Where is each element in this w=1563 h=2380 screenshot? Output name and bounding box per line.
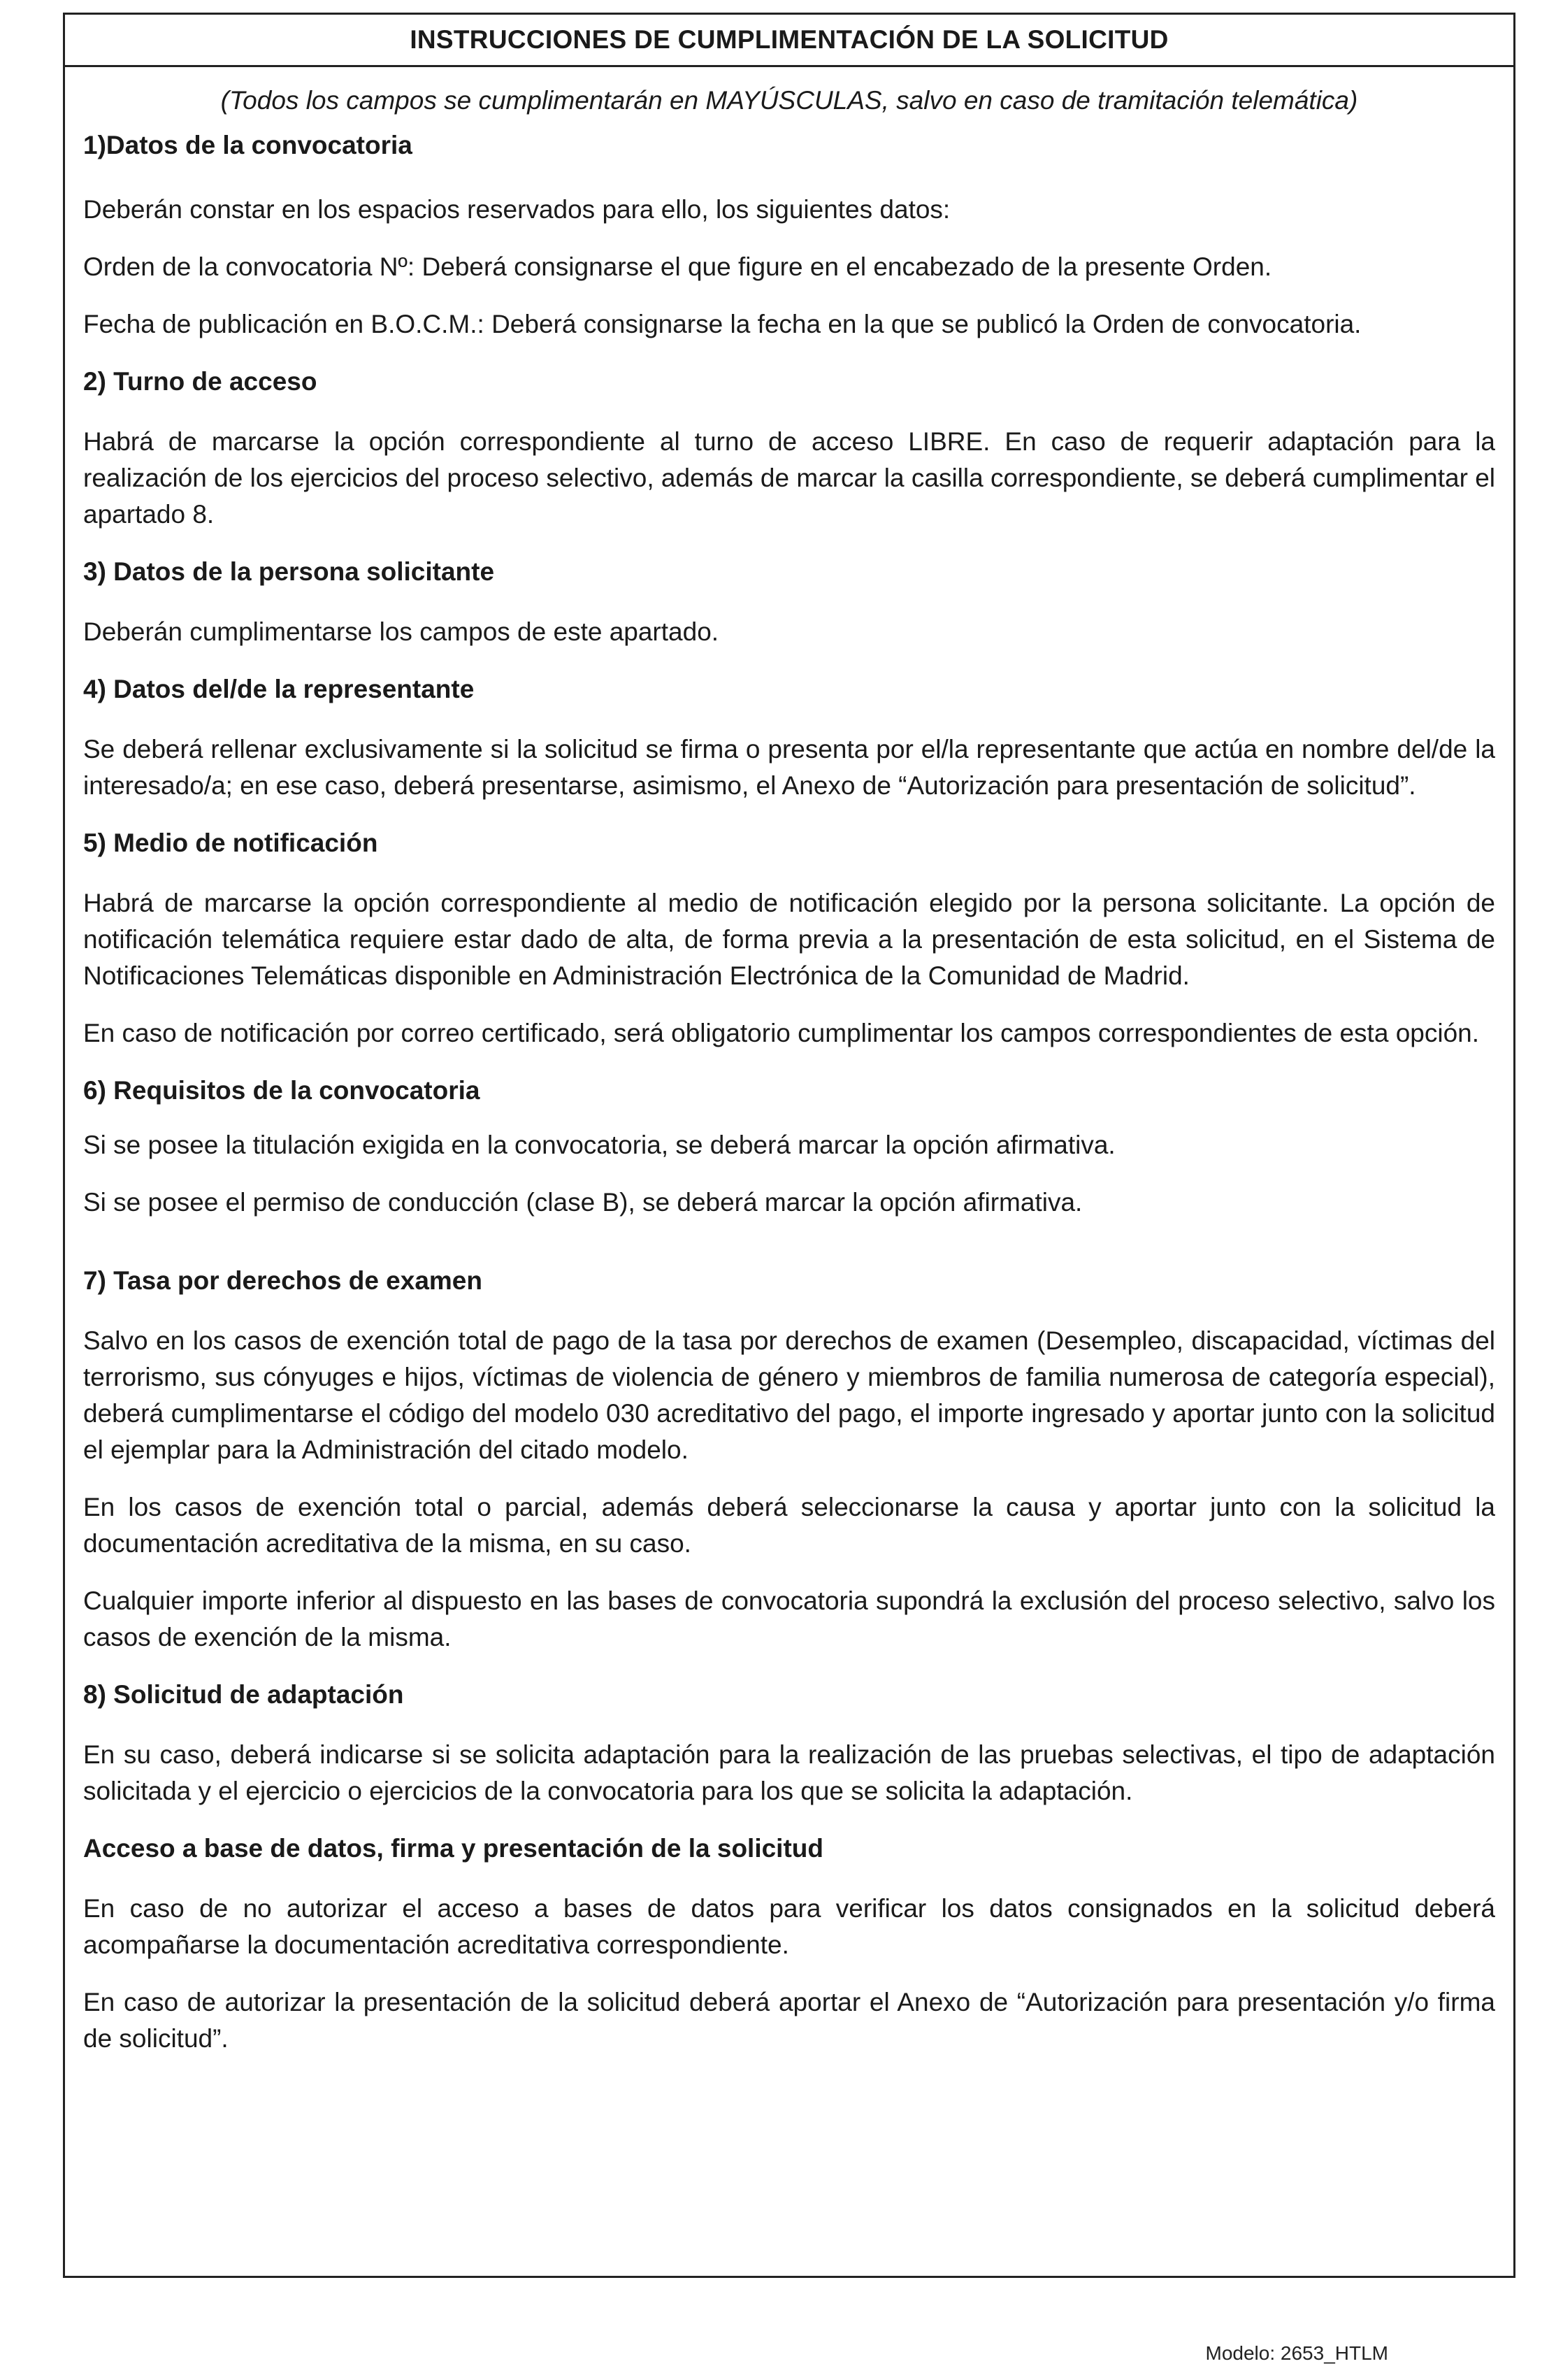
section-3-heading: 3) Datos de la persona solicitante xyxy=(83,557,495,586)
section-7-paragraph-3: Cualquier importe inferior al dispuesto en las bases de convocatoria supondrá la exclusión del proceso selectivo, salvo los casos de exención de la misma. xyxy=(83,1586,1495,1651)
section-9-heading: Acceso a base de datos, firma y presentación de la solicitud xyxy=(83,1834,823,1863)
instructions-box xyxy=(63,13,1515,2278)
section-4-heading: 4) Datos del/de la representante xyxy=(83,675,475,703)
section-5-paragraph-2: En caso de notificación por correo certificado, será obligatorio cumplimentar los campos correspondientes de esta opción. xyxy=(83,1019,1480,1047)
section-1-paragraph-1: Deberán constar en los espacios reservados para ello, los siguientes datos: xyxy=(83,195,951,224)
section-5-paragraph-1: Habrá de marcarse la opción correspondiente al medio de notificación elegido por la persona solicitante. La opción de notificación telemática requiere estar dado de alta, de forma previa a la presentación de esta solicitud, en el Sistema de Notificaciones Telemáticas disponible en Administración Electrónica de la Comunidad de Madrid. xyxy=(83,889,1495,990)
model-code: Modelo: 2653_HTLM xyxy=(1205,2342,1388,2364)
section-9-paragraph-1: En caso de no autorizar el acceso a bases de datos para verificar los datos consignados en la solicitud deberá acompañarse la documentación acreditativa correspondiente. xyxy=(83,1894,1495,1959)
section-3-paragraph-1: Deberán cumplimentarse los campos de este apartado. xyxy=(83,617,719,646)
section-7-paragraph-1: Salvo en los casos de exención total de pago de la tasa por derechos de examen (Desempleo, discapacidad, víctimas del terrorismo, sus cónyuges e hijos, víctimas de violencia de género y miembros de familia numerosa de categoría especial), deberá cumplimentarse el código del modelo 030 acreditativo del pago, el importe ingresado y aportar junto con la solicitud el ejemplar para la Administración del citado modelo. xyxy=(83,1326,1495,1464)
section-1-paragraph-2: Orden de la convocatoria Nº: Deberá consignarse el que figure en el encabezado de la presente Orden. xyxy=(83,252,1272,281)
section-6-heading: 6) Requisitos de la convocatoria xyxy=(83,1076,480,1105)
section-1-paragraph-3: Fecha de publicación en B.O.C.M.: Deberá consignarse la fecha en la que se publicó la Orden de convocatoria. xyxy=(83,310,1362,338)
section-8-paragraph-1: En su caso, deberá indicarse si se solicita adaptación para la realización de las pruebas selectivas, el tipo de adaptación solicitada y el ejercicio o ejercicios de la convocatoria para los que se solicita la adaptación. xyxy=(83,1740,1495,1805)
section-8-heading: 8) Solicitud de adaptación xyxy=(83,1680,404,1709)
section-2-heading: 2) Turno de acceso xyxy=(83,367,317,396)
instructions-content xyxy=(65,67,1513,2057)
section-1-heading: 1)Datos de la convocatoria xyxy=(83,131,412,159)
section-6-paragraph-1: Si se posee la titulación exigida en la convocatoria, se deberá marcar la opción afirmativa. xyxy=(83,1131,1116,1159)
section-7-paragraph-2: En los casos de exención total o parcial, además deberá seleccionarse la causa y aportar junto con la solicitud la documentación acreditativa de la misma, en su caso. xyxy=(83,1493,1495,1558)
section-7-heading: 7) Tasa por derechos de examen xyxy=(83,1266,482,1295)
section-9-paragraph-2: En caso de autorizar la presentación de la solicitud deberá aportar el Anexo de “Autorización para presentación y/o firma de solicitud”. xyxy=(83,1988,1495,2053)
document-title: INSTRUCCIONES DE CUMPLIMENTACIÓN DE LA SOLICITUD xyxy=(65,15,1513,67)
section-6-paragraph-2: Si se posee el permiso de conducción (clase B), se deberá marcar la opción afirmativa. xyxy=(83,1188,1083,1217)
section-5-heading: 5) Medio de notificación xyxy=(83,829,378,857)
section-2-paragraph-1: Habrá de marcarse la opción correspondiente al turno de acceso LIBRE. En caso de requerir adaptación para la realización de los ejercicios del proceso selectivo, además de marcar la casilla correspondiente, se deberá cumplimentar el apartado 8. xyxy=(83,427,1495,529)
section-4-paragraph-1: Se deberá rellenar exclusivamente si la solicitud se firma o presenta por el/la representante que actúa en nombre del/de la interesado/a; en ese caso, deberá presentarse, asimismo, el Anexo de “Autorización para presentación de solicitud”. xyxy=(83,735,1495,800)
subtitle-note: (Todos los campos se cumplimentarán en MAYÚSCULAS, salvo en caso de tramitación telemática) xyxy=(220,86,1358,115)
